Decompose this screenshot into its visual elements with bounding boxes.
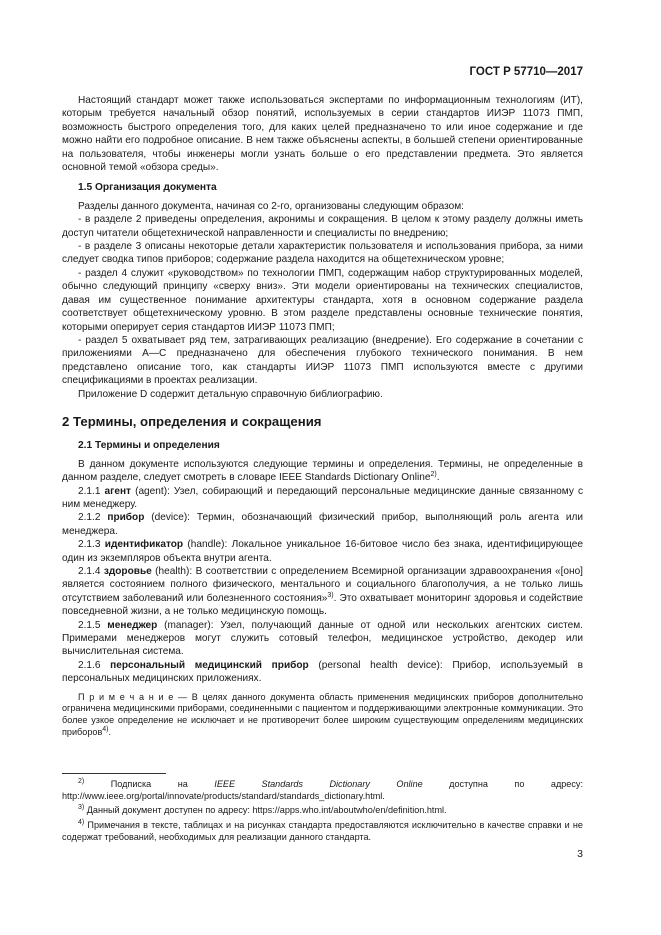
term-name: здоровье	[103, 566, 152, 577]
section-2-title: 2 Термины, определения и сокращения	[62, 413, 322, 429]
footnote-ref: 2)	[430, 471, 437, 479]
terms-intro: В данном документе используются следующие термины и определения. Термины, не определенные в данном разделе, следует смотреть в словаре IEEE Standards Dictionary Online$^{2)}$.	[62, 458, 583, 484]
paragraph: Приложение D содержит детальную справочную библиографию.	[78, 388, 383, 400]
term-definition: 2.1.6 персональный медицинский прибор (personal health device): Прибор, используемый в персональных медицинских приложениях.	[62, 659, 583, 685]
footnote-ref: 4)	[102, 725, 109, 733]
paragraph: Разделы данного документа, начиная со 2-го, организованы следующим образом:	[78, 200, 464, 212]
paragraph: - в разделе 3 описаны некоторые детали характеристик пользователя и использования прибора, за ними следует сводка типов приборов; содержание раздела находится на общетехническом уровне;	[62, 241, 583, 266]
paragraph: - в разделе 2 приведены определения, акронимы и сокращения. В целом к этому разделу должны иметь доступ читатели общетехнической направленности и специалисты по внедрению;	[62, 214, 583, 239]
footnote: $^{3)}$ Данный документ доступен по адресу: https://apps.who.int/aboutwho/en/definition.html.	[78, 804, 447, 816]
term-name: менеджер	[107, 619, 158, 631]
term-name: персональный медицинский прибор	[110, 659, 309, 671]
paragraph: - раздел 5 охватывает ряд тем, затрагивающих реализацию (внедрение). Его содержание в сочетании с приложениями А—С предназначено для обеспечения глубокого технического понимания. В нем представлено описание того, как стандарты ИИЭР 11073 ПМП используются вместе с другими спецификациями в проектах реализации.	[62, 334, 583, 387]
section-2-1-title: 2.1 Термины и определения	[78, 440, 220, 452]
footnotes	[62, 779, 583, 847]
footnote: $^{4)}$ Примечания в тексте, таблицах и на рисунках стандарта предоставляются исключительно в качестве справки и не содержат требований, необходимых для реализации данного стандарта.	[62, 819, 583, 842]
standard-header: ГОСТ Р 57710—2017	[469, 66, 583, 78]
note-label: П р и м е ч а н и е	[78, 691, 174, 702]
term-definition: 2.1.4 здоровье (health): В соответствии с определением Всемирной организации здравоохранения «[оно] является состоянием полного физического, ментального и социального благополучия, а не только лишь отсутствием заболеваний или болезненного состояния»$^{3)}$. Это охватывает мониторинг здоровья и содействие повседневной жизни, а не только медицинскую помощь.	[62, 566, 583, 618]
term-definition: 2.1.1 агент (agent): Узел, собирающий и передающий персональные медицинские данные связанному с ним менеджеру.	[62, 485, 584, 510]
term-name: прибор	[107, 512, 145, 524]
document-body	[62, 94, 583, 738]
intro-paragraph: Настоящий стандарт может также использоваться экспертами по информационным технологиям (ИТ), которым требуется начальный обзор понятий, используемых в серии стандартов ИИЭР 11073 ПМП, возможность быстрого определения того, для каких целей предназначено то или иное содержание и где можно найти его подробное описание. В нем также объяснены аспекты, в большей степени ориентированные на пользователя, чтобы инженеры могли узнать больше о его представлении предмета. Это является основной темой «обзора среды».	[62, 95, 583, 174]
footnote-ref: 3)	[327, 591, 334, 599]
section-1-5-title: 1.5 Организация документа	[78, 182, 217, 194]
note: П р и м е ч а н и е — В целях данного документа область применения медицинских приборов дополнительно ограничена медицинскими приборами, соединенными с пациентом и поддерживающими электронные коммуникации. Это более узкое определение не исключает и не противоречит более широким существующим определениям медицинских приборов$^{4)}$.	[62, 691, 583, 737]
term-name: агент	[104, 485, 132, 497]
paragraph: - раздел 4 служит «руководством» по технологии ПМП, содержащим набор структурированных моделей, обычно следующий принципу «сверху вниз». Эти модели ориентированы на технических специалистов, давая им существенное понимание архитектуры стандарта, хотя в основном содержание раздела соответствует общетехническому уровню. В этом разделе представлены основные технические понятия, которыми оперирует серия стандартов ИИЭР 11073 ПМП;	[62, 267, 583, 333]
term-definition: 2.1.2 прибор (device): Термин, обозначающий физический прибор, выполняющий роль агента или менеджера.	[62, 512, 583, 537]
term-definition: 2.1.3 идентификатор (handle): Локальное уникальное 16-битовое число без знака, идентифицирующее один из экземпляров объекта внутри агента.	[62, 539, 583, 564]
footnote-divider	[62, 773, 166, 774]
term-name: идентификатор	[104, 539, 184, 551]
footnote: $^{2)}$ Подписка на IEEE Standards Dictionary Online доступна по адресу: http://www.ieee.org/portal/innovate/products/standard/standards_dictionary.html.	[62, 778, 583, 801]
page-number: 3	[577, 848, 583, 860]
term-definition: 2.1.5 менеджер (manager): Узел, получающий данные от одной или нескольких агентских систем. Примерами менеджеров могут служить сотовый телефон, медицинское устройство, декодер или вычислительная система.	[62, 619, 583, 658]
